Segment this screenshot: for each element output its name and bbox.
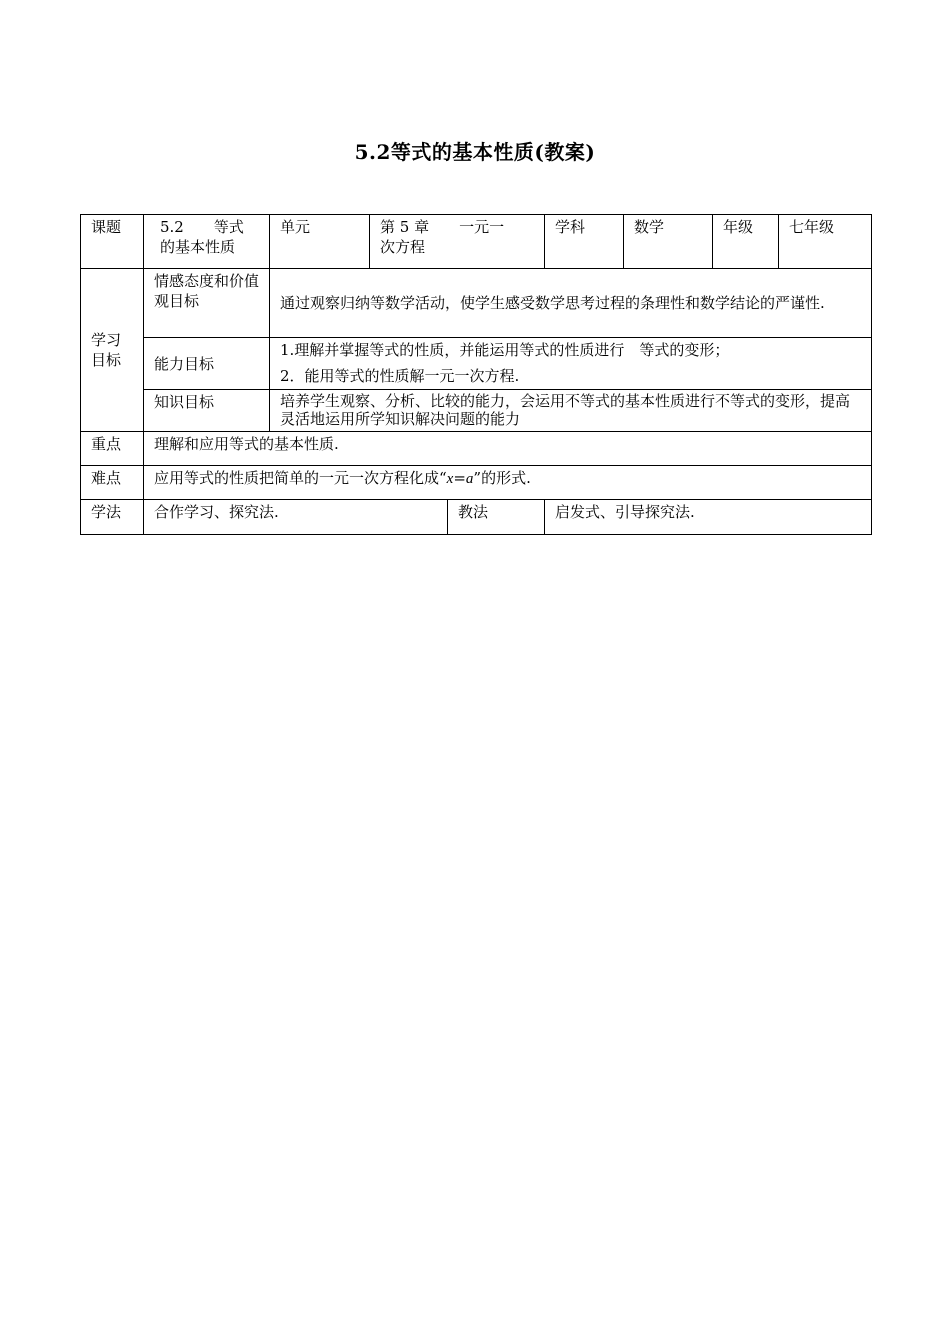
- unit-value: [370, 215, 545, 269]
- subject-label: 学科: [545, 215, 624, 269]
- learning-method-label: 学法: [81, 500, 144, 535]
- knowledge-objective-label: 知识目标: [144, 390, 270, 432]
- key-point-row: [81, 432, 872, 466]
- ability-objective-text: [270, 338, 872, 390]
- grade-value: 七年级: [779, 215, 872, 269]
- attitude-objective-text: 通过观察归纳等数学活动，使学生感受数学思考过程的条理性和数学结论的严谨性.: [270, 269, 872, 338]
- ability-objective-line1: 1.理解并掌握等式的性质，并能运用等式的性质进行 等式的变形；: [280, 341, 730, 359]
- document-title: 5.2等式的基本性质(教案): [354, 140, 596, 164]
- objectives-label-line1: 学习: [91, 331, 122, 349]
- unit-value-line2: 次方程: [380, 238, 426, 256]
- difficulty-var-x: x: [446, 471, 454, 487]
- attitude-objective-label: 情感态度和价值观目标: [144, 269, 270, 338]
- knowledge-objective-text: 培养学生观察、分析、比较的能力，会运用不等式的基本性质进行不等式的变形，提高灵活地运用所学知识解决问题的能力: [270, 390, 872, 432]
- difficulty-var-a: a: [465, 471, 474, 487]
- topic-value-line2: 的基本性质: [160, 238, 236, 256]
- topic-label: 课题: [81, 215, 144, 269]
- lesson-plan-table: [80, 214, 872, 535]
- key-point-label: 重点: [81, 432, 144, 466]
- ability-objective-label: 能力目标: [144, 338, 270, 390]
- key-point-text: 理解和应用等式的基本性质.: [144, 432, 872, 466]
- teaching-method-text: 启发式、引导探究法.: [545, 500, 872, 535]
- difficulty-text-before: 应用等式的性质把简单的一元一次方程化成“: [154, 469, 447, 487]
- topic-value: [144, 215, 270, 269]
- knowledge-objective-row: [81, 390, 872, 432]
- objectives-label-line2: 目标: [91, 351, 122, 369]
- unit-value-line1: 第 5 章 一元一: [380, 218, 505, 236]
- difficulty-label: 难点: [81, 466, 144, 500]
- ability-objective-row: [81, 338, 872, 390]
- attitude-objective-row: [81, 269, 872, 338]
- objectives-label: [81, 269, 144, 432]
- learning-method-text: 合作学习、探究法.: [144, 500, 448, 535]
- difficulty-text-after: ”的形式.: [473, 469, 531, 487]
- difficulty-row: [81, 466, 872, 500]
- methods-row: [81, 500, 872, 535]
- grade-label: 年级: [713, 215, 779, 269]
- header-row: [81, 215, 872, 269]
- difficulty-eq: =: [453, 469, 466, 487]
- teaching-method-label: 教法: [448, 500, 545, 535]
- topic-value-line1: 5.2 等式: [160, 218, 244, 236]
- unit-label: 单元: [270, 215, 370, 269]
- subject-value: 数学: [624, 215, 713, 269]
- ability-objective-line2: 2．能用等式的性质解一元一次方程.: [280, 367, 520, 385]
- difficulty-text: [144, 466, 872, 500]
